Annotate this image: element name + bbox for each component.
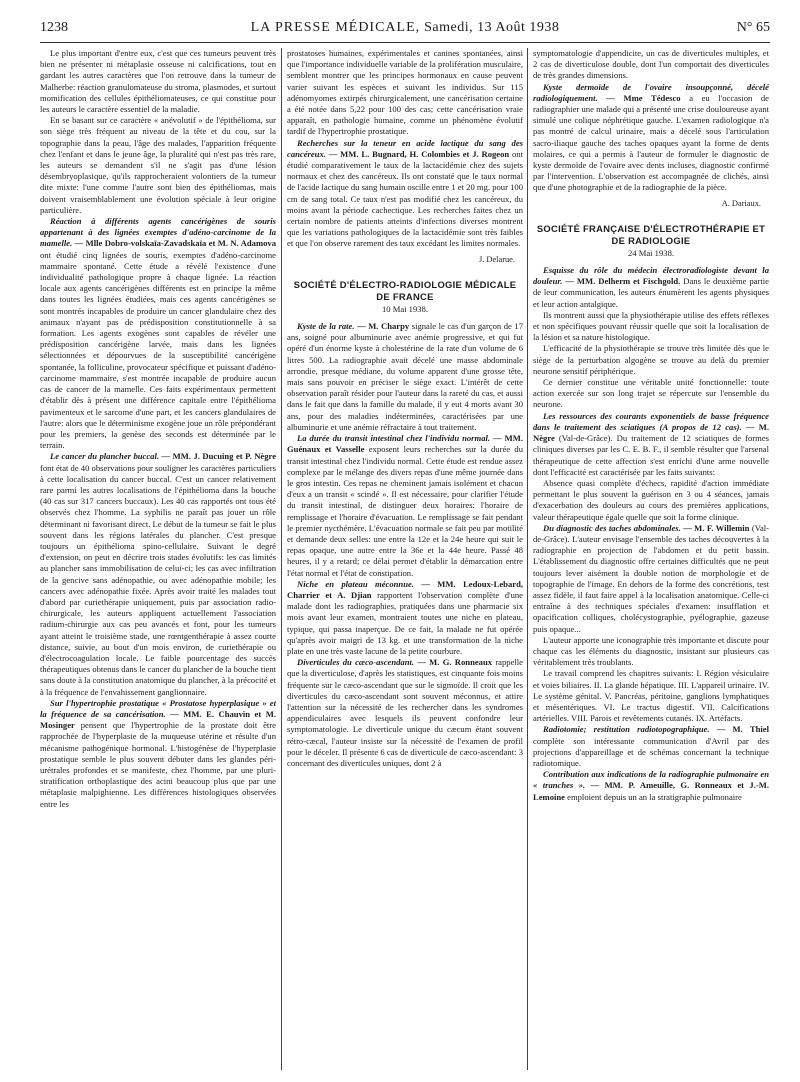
article-authors: — MM. J. Ducuing et P. Nègre <box>161 451 277 462</box>
paragraph-text: rappelle que la diverticulose, d'après les statistiques, est cinquante fois moins fréquente sur le cæco-ascendant que sur le sigmoïde. Il croit que les diverticules du cæco-ascendant sont souvent méconnus, et attire l'attention sur la nécessité de les rechercher dans les syndromes appendiculaires avec lesquels ils peuvent confondre leur symptomatologie. Le diverticule unique du cæcum étant souvent rétro-cæcal, l'auteur insiste sur la nécessité de l'examen de profil pour le déceler. Il présente 6 cas de diverticule de cæco-ascendant: 3 concernant des diverticules uniques, dont 2 à <box>287 657 523 768</box>
paragraph-text: emploient depuis un an la stratigraphie pulmonaire <box>567 791 742 802</box>
paragraph-text: prostatoses humaines, expérimentales et canines spontanées, ainsi que l'importance individuelle variable de la prolifération musculaire, semblent montrer que les principes hormonaux en cause peuvent varier suivant les espèces et suivant les individus. Sur 115 adénomyomes extirpés chirurgicalement, une cancérisation certaine a été notée dans 5,22 pour 100 des cas; cette cancérisation vraie apparaît, en pathologie humaine, comme un phénomène évolutif tardif de l'hypertrophie prostatique. <box>287 48 523 137</box>
article-abstract <box>533 523 769 635</box>
paragraph-text: exposent leurs recherches sur la durée du transit intestinal chez l'individu normal. Cette étude est rendue assez complexe par le mélange des divers repas d'une même journée dans le gros intestin. Ces repas ne cheminent jamais isolément et chacun d'eux a un transit « scindé ». Il est nécessaire, pour clarifier l'étude du transit intestinal, de distinguer deux horaires: l'horaire de remplissage et l'horaire d'évacuation. Le remplissage se fait pendant le premier nycthémère. L'évacuation normale se fait peu par motilité et demande deux selles: une entre la 12e et la 24e heure qui suit le repas opaque, une autre entre la 36e et la 44e heure. Passé 48 heures, il y a retard; ce délai permet d'établir la démarcation entre l'état normal et l'état de constipation. <box>287 444 524 578</box>
paragraph-text: Absence quasi complète d'échecs, rapidité d'action immédiate permettant le plus souvent la guérison en 3 ou 4 séances, jamais d'exacerbation des douleurs au cours des premières applications, valeur thérapeutique égale quelle que soit la forme clinique. <box>533 477 769 522</box>
session-date: 10 Mai 1938. <box>381 303 429 314</box>
article-title: Du diagnostic des taches abdominales. <box>543 522 681 533</box>
article-title: Le cancer du plancher buccal. <box>50 451 160 462</box>
paragraph <box>533 635 769 669</box>
paragraph-text: ont étudié cinq lignées de souris, exemptes d'adéno-carcinome mammaire spontané. Cette étude a révélé l'existence d'une individualité pathologique propre à chaque lignée. La réaction locale aux agents cancérigènes différents est en principe la même dans toutes les lignées étudiées, mais ces agents cancérigènes se sont montrés incapables de produire un cancer glandulaire chez des animaux n'ayant pas de prédisposition constitutionnelle à sa formation. Les agents exogènes sont capables de révéler une prédisposition cancérigène larvée, mais dans les lignées sélectionnées et dépourvues de la susceptibilité cancérigène spontanée, la folliculine, provocateur spécifique et puissant d'adéno-carcinome mammaire, s'est montrée incapable de produire aucun cas de cancer de la mamelle. Ces faits expérimentaux permettent d'établir dès à présent une différence capitale entre l'épithélioma pavimenteux et le sarcome d'une part, et les cancers glandulaires de l'autre: alors que le déterminisme exogène joue un rôle prépondérant pour les premiers, la genèse des seconds est déterminée par le terrain. <box>40 249 276 451</box>
paragraph <box>40 115 276 216</box>
society-heading: SOCIÉTÉ D'ÉLECTRO-RADIOLOGIE MÉDICALE DE FRANCE <box>293 278 517 302</box>
paragraph-text: Ils montrent aussi que la physiothérapie utilise des effets réflexes et non spécifiques pouvant réussir quelle que soit la localisation de la lésion et sa nature histologique. <box>533 309 769 343</box>
article-abstract <box>533 82 769 194</box>
header-rule <box>40 42 770 43</box>
paragraph-text: rapportent l'observation complète d'une malade dont les radiographies, pratiquées dans une pharmacie six mois avant leur examen, montraient toutes une niche en plateau, typique, qui passa inaperçue. De ce fait, la malade ne fut opérée qu'après avoir maigri de 13 kg. et une transformation de la niche plate en une très vaste lacune de la petite courbure. <box>287 589 523 656</box>
article-abstract <box>287 657 523 769</box>
paragraph-text: a eu l'occasion de radiographier une malade qui a présenté une crise douloureuse ayant simulé une colique néphrétique gauche. L'examen radiologique n'a pas montré de calcul urinaire, mais a décelé sous l'articulation sacro-iliaque gauche des taches opaques ayant la forme de dents molaires, ce qui a permis à l'auteur de formuler le diagnostic de kyste dermoïde de l'ovaire avec dents incluses, diagnostic confirmé par l'intervention. L'observation est accompagnée de clichés, ainsi que d'une photographie et de la radiographie de la pièce. <box>533 92 769 193</box>
article-title: Kyste de la rate. <box>297 321 355 332</box>
paragraph-text: L'efficacité de la physiothérapie se trouve très limitée dès que le siège de la perturbation algogène se trouve au delà du premier neurone sensitif périphérique. <box>533 343 769 376</box>
article-authors: — Mlle Dobro-volskaïa-Zavadskaïa et M. N. Adamova <box>74 238 276 249</box>
paragraph-text: symptomatologie d'appendicite, un cas de diverticules multiples, et 2 cas de diverticulose double, dont l'un comportait des diverticules de très grandes dimensions. <box>533 48 769 81</box>
issue-date: Samedi, 13 Août 1938 <box>424 20 560 35</box>
page-header <box>40 20 770 42</box>
paragraph <box>533 478 769 523</box>
paragraph-text: complète son intéressante communication d'Avril par des projections d'appareillage et de schémas concernant la technique radiotomique. <box>533 735 769 768</box>
article-title: Les ressources des courants exponentiels de basse fréquence dans le traitement des sciatiques (A propos de 12 cas). <box>533 410 769 432</box>
column-2 <box>287 48 523 769</box>
paragraph-text: (Val-de-Grâce). Du traitement de 12 sciatiques de formes cliniques diverses par les C. E. B. F., il semble résulter que l'arsenal thérapeutique de cette affection s'est enrichi d'une arme nouvelle dont l'efficacité est caractérisée par les faits suivants: <box>533 433 769 477</box>
article-abstract <box>533 265 769 310</box>
article-authors: — MM. E. Chauvin et M. Mosinger <box>40 708 276 731</box>
article-authors: — M. F. Willemin <box>683 522 750 533</box>
article-authors: — M. Thiel <box>716 724 769 735</box>
article-authors: — MM. L. Bugnard, H. Colombies et J. Rogeon <box>328 148 510 159</box>
paragraph-text: Ce dernier constitue une véritable unité fonctionnelle: toute action exercée sur son long trajet se répercute sur l'ensemble du neurone. <box>533 377 769 410</box>
article-abstract <box>287 321 523 433</box>
article-abstract <box>287 579 523 657</box>
article-authors: — M. Nègre <box>533 421 769 444</box>
paragraph <box>287 48 523 138</box>
journal-title <box>40 20 770 36</box>
paragraph-text: L'auteur apporte une iconographie très importante et discute pour chaque cas les éléments du diagnostic, insistant sur plusieurs cas véritablement très troublants. <box>533 634 769 668</box>
article-title: Kyste dermoïde de l'ovaire insoupçonné, décelé radiologiquement. <box>533 81 769 103</box>
column-divider <box>281 48 282 1070</box>
article-authors: — MM. Guénaux et Vasselle <box>287 433 523 455</box>
article-abstract <box>40 698 276 810</box>
paragraph-text: ont étudié comparativement le taux de la lactacidémie chez des sujets normaux et chez des cancéreux. Ils ont constaté que le taux normal de l'acide lactique du sang humain oscille entre 1 et 20 mg. pour 100 cm de sang total. Ce taux n'est pas modifié chez les cancéreux, du moins avant la période cachectique. Les recherches faites chez un certain nombre de patients atteints d'infections diverses montrent que les variations pathologiques de la lactacidémie sont très faibles et que l'on observe rarement des taux excédant les limites normales. <box>287 148 524 249</box>
article-abstract <box>40 451 276 697</box>
page-number: 1238 <box>40 20 68 35</box>
article-abstract <box>533 411 769 478</box>
paragraph-text: (Val-de-Grâce). L'auteur envisage l'ensemble des taches découvertes à la radiographie en projection de l'abdomen et du petit bassin. L'établissement du diagnostic offre certaines difficultés que ne peut toujours lever aisément la double notion de morphologie et de topographie de l'image. En dehors de la forme des concrétions, test assez fidèle, il faut faire appel à la localisation anatomique. Celle-ci entraîne à des techniques spéciales d'examen: insufflation et opacification colliques, cholécystographie, pyélographie, gazeuse puis opaque... <box>533 522 770 634</box>
author-signature: J. Delarue. <box>478 254 515 264</box>
column-divider <box>527 48 528 1070</box>
article-title: Esquisse du rôle du médecin électroradiologiste devant la douleur. <box>533 265 769 287</box>
article-authors: — M. G. Ronneaux <box>417 657 493 668</box>
article-title: Niche en plateau méconnue. <box>297 578 414 589</box>
paragraph <box>533 343 769 377</box>
paragraph-text: Le plus important d'entre eux, c'est que ces tumeurs peuvent très bien ne présenter ni métaplasie osseuse ni calcifications, tout en gardant les autres caractères que l'on retrouve dans la tumeur de Malherbe: réaction granulomateuse du stroma, plasmodes, et surtout momification des cellules épithéliomateuses, ce qui constitue pour les auteurs le caractère essentiel de la maladie. <box>40 48 276 115</box>
paragraph-text: En se basant sur ce caractère « anévolutif » de l'épithélioma, sur son siège très fréquent au niveau de la tête et du cou, sur la topographie dans la peau, l'âge des malades, l'apparition fréquente chez l'enfant et dans le jeune âge, la pluralité qui n'est pas très rare, les auteurs se demandent s'il ne s'agit pas d'une lésion désembryoplasique, qu'ils rapprocheraient volontiers de la tumeur dite mixte: l'une comme l'autre sont bien des épithéliomas, mais doivent vraisemblablement une évolution spéciale à leur origine particulière. <box>40 115 276 215</box>
paragraph <box>533 48 769 82</box>
column-3 <box>533 48 769 803</box>
author-signature: A. Dariaux. <box>721 198 761 208</box>
article-authors: — MM. P. Ameuille, G. Ronneaux et J.-M. Lemoine <box>533 780 769 802</box>
journal-name: LA PRESSE MÉDICALE, <box>250 20 421 35</box>
paragraph <box>533 668 769 724</box>
paragraph-text: Le travail comprend les chapitres suivants: I. Région vésiculaire et voies biliaires. II. La glande hépatique. III. L'appareil urinaire. IV. Le système génital. V. Pancréas, péritoine, ganglions lymphatiques et mésentériques. VI. Le tractus digestif. VII. Calcifications artérielles. VIII. Parois et revêtements cutanés. IX. Artéfacts. <box>533 668 769 724</box>
article-title: Recherches sur la teneur en acide lactique du sang des cancéreux. <box>287 137 523 159</box>
article-title: Radiotomie; restitution radiotopographique. <box>543 724 710 735</box>
paragraph <box>533 377 769 411</box>
article-authors: — MM. Delherm et Fischgold. <box>565 276 681 287</box>
article-abstract <box>287 433 523 579</box>
paragraph-text: signale le cas d'un garçon de 17 ans, soigné pour albuminurie avec anémie progressive, et qui fut opéré d'un énorme kyste à cholestérine de la rate d'un volume de 6 litres 500. La radiographie avait décelé une masse abdominale arrondie, presque médiane, du volume apparent d'une grosse tête, mais sans pouvoir en préciser le siège exact. L'intérêt de cette observation paraît résider pour l'auteur dans la rareté du cas, et aussi dans le fait que dans la famille du malade, il y eut 4 morts avant 30 ans, pour des maladies indéterminées, caractérisées par une albuminurie et une anémie réfractaire à tout traitement. <box>287 321 524 432</box>
article-title: Diverticules du cæco-ascendant. <box>297 657 415 668</box>
article-title: La durée du transit intestinal chez l'individu normal. <box>297 433 491 444</box>
article-abstract <box>533 724 769 769</box>
article-authors: — M. Charpy <box>357 321 410 332</box>
session-date: 24 Mai 1938. <box>627 247 675 258</box>
column-1 <box>40 48 276 810</box>
article-title: Réaction à différents agents cancérigènes de souris appartenant à des lignées exemptes d'adéno-carcinome de la mamelle. <box>40 216 276 249</box>
paragraph <box>40 48 276 115</box>
article-abstract <box>287 138 523 250</box>
article-abstract <box>40 216 276 451</box>
article-abstract <box>533 769 769 803</box>
article-authors: — MM. Ledoux-Lebard, Charrier et A. Djian <box>287 578 523 600</box>
issue-number: N° 65 <box>736 20 770 35</box>
article-title: Contribution aux indications de la radiographie pulmonaire en « tranches ». <box>533 769 769 791</box>
paragraph-text: font état de 40 observations pour souligner les caractères particuliers à cette localisation du cancer buccal. C'est un cancer relativement rare parmi les autres localisations de l'épithélioma dans la bouche (40 cas sur 317 cancers buccaux). Les 40 cas rapportés ont tous été observés chez l'homme. La syphilis ne paraît pas jouer un rôle déterminant ni favorisant direct. Le début de la tumeur se fait le plus souvent dans les régions latérales du plancher. C'est presque toujours un épithélioma spino-cellulaire. Suivant le degré d'extension, on peut en décrire trois stades évolutifs: les cas limités au plancher sans immobilisation de celui-ci; les cas avec infiltration de la gencive sans adénopathie, ou avec adénopathie mobile; les cancers avec adénopathie fixée. Après avoir traité les malades tout d'abord par curiethérapie uniquement, puis par association radio-chirurgicale, les auteurs appliquent actuellement l'association radium-chirurgie aux cas peu avancés et font, pour les tumeurs ayant atteint le troisième stade, une rœntgenthérapie à assez courte distance, suivie, au bout d'un mois environ, de curiethérapie ou d'électrocoagulation locale. Le faible pourcentage des succès thérapeutiques obtenus dans le cancer du plancher de la bouche tient sans doute à la constitution anatomique du plancher, à la précocité et à la fréquence de l'envahissement ganglionnaire. <box>40 462 277 697</box>
society-heading: SOCIÉTÉ FRANÇAISE D'ÉLECTROTHÉRAPIE ET DE RADIOLOGIE <box>536 222 766 246</box>
article-authors: — Mme Tédesco <box>606 92 681 103</box>
article-title: Sur l'hypertrophie prostatique « Prostatose hyperplasique » et la fréquence de sa cancérisation. <box>40 697 276 719</box>
paragraph <box>533 310 769 344</box>
paragraph-text: Dans le deuxième partie de leur communication, les auteurs énumèrent les agents physiques et leur action antalgique. <box>533 276 769 309</box>
paragraph-text: pensent que l'hypertrophie de la prostate doit être rapprochée de l'hyperplasie de la muqueuse utérine et résulte d'un mécanisme pathogénique hormonal. L'histogénèse de l'hyperplasie prostatique semble le plus souvent débuter dans les glandes péri-urétrales profondes et se manifeste, chez l'homme, par une pluri-stratification orthoplastique des acini beaucoup plus que par une métaplasie malpighienne. Les différences histologiques observées entre les <box>40 720 276 809</box>
